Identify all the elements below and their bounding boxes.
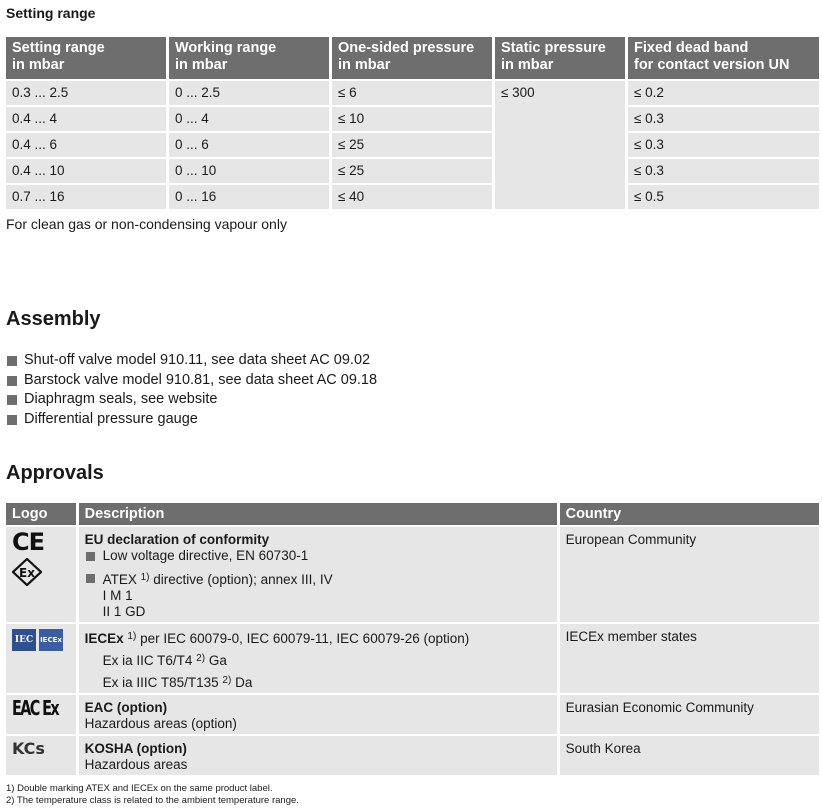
setting-range-table xyxy=(3,35,822,211)
col-header-logo: Logo xyxy=(6,503,76,525)
eac-ex-logo-icon: EAC Ex xyxy=(12,696,59,720)
eu-title: EU declaration of conformity xyxy=(84,532,270,547)
logo-cell xyxy=(6,527,76,622)
table-cell: ≤ 40 xyxy=(332,185,492,209)
table-cell: 0.4 ... 4 xyxy=(6,107,166,131)
table-cell: ≤ 25 xyxy=(332,159,492,183)
country-cell: Eurasian Economic Community xyxy=(560,695,819,734)
description-cell xyxy=(79,695,557,734)
ex-logo-text: Ex xyxy=(19,566,35,580)
setting-range-heading: Setting range xyxy=(6,5,96,21)
ce-logo-icon: CE xyxy=(12,528,45,556)
table-row xyxy=(6,624,819,693)
col-header-dead-band: Fixed dead band for contact version UN xyxy=(628,37,819,79)
table-cell: 0.3 ... 2.5 xyxy=(6,81,166,105)
table-cell: ≤ 10 xyxy=(332,107,492,131)
col-header-country: Country xyxy=(560,503,819,525)
table-cell: ≤ 0.3 xyxy=(628,107,819,131)
list-item: Low voltage directive, EN 60730-1 xyxy=(85,548,551,564)
table-cell: 0 ... 6 xyxy=(169,133,329,157)
list-item: Diaphragm seals, see website xyxy=(7,390,377,410)
table-cell: ≤ 0.3 xyxy=(628,159,819,183)
iec-logo-icon: IEC xyxy=(12,629,36,651)
iecex-marking-2: Ex ia IIIC T85/T135 $^{2)}$ Da xyxy=(102,675,253,690)
kcs-logo-icon: KCs xyxy=(12,739,45,758)
col-header-description: Description xyxy=(79,503,557,525)
footnote-2: 2) The temperature class is related to the ambient temperature range. xyxy=(6,795,299,806)
usage-note: For clean gas or non-condensing vapour only xyxy=(6,216,287,232)
kosha-title: KOSHA (option) xyxy=(84,741,187,756)
eu-bullets xyxy=(85,548,551,588)
eac-title: EAC (option) xyxy=(84,700,168,715)
table-header-row xyxy=(6,503,819,525)
table-cell: 0.7 ... 16 xyxy=(6,185,166,209)
list-item: Barstock valve model 910.81, see data sheet AC 09.18 xyxy=(7,371,377,391)
eac-text: Hazardous areas (option) xyxy=(84,716,237,731)
col-header-one-sided-pressure: One-sided pressure in mbar xyxy=(332,37,492,79)
list-item: Differential pressure gauge xyxy=(7,410,377,430)
description-cell xyxy=(79,736,557,775)
table-cell: ≤ 0.2 xyxy=(628,81,819,105)
table-cell: ≤ 6 xyxy=(332,81,492,105)
table-row xyxy=(6,695,819,734)
description-cell xyxy=(79,527,557,622)
col-header-working-range: Working range in mbar xyxy=(169,37,329,79)
logo-cell xyxy=(6,624,76,693)
table-cell: ≤ 25 xyxy=(332,133,492,157)
assembly-heading: Assembly xyxy=(6,308,101,330)
table-cell: 0 ... 4 xyxy=(169,107,329,131)
kosha-text: Hazardous areas xyxy=(84,757,188,772)
table-cell: ≤ 0.5 xyxy=(628,185,819,209)
atex-category-m1: I M 1 xyxy=(102,588,133,603)
iecex-marking-1: Ex ia IIC T6/T4 $^{2)}$ Ga xyxy=(102,653,227,668)
assembly-list xyxy=(7,351,377,430)
col-header-static-pressure: Static pressure in mbar xyxy=(495,37,625,79)
list-item: ATEX $^{1)}$ directive (option); annex III, IV xyxy=(85,570,551,588)
table-cell: 0.4 ... 6 xyxy=(6,133,166,157)
approvals-heading: Approvals xyxy=(6,462,104,484)
country-cell: European Community xyxy=(560,527,819,622)
iecex-logo-icon: IECEx xyxy=(39,629,63,651)
table-row xyxy=(6,133,819,157)
atex-category-ii: II 1 GD xyxy=(102,604,146,619)
col-header-setting-range: Setting range in mbar xyxy=(6,37,166,79)
logo-cell xyxy=(6,736,76,775)
table-cell: 0 ... 16 xyxy=(169,185,329,209)
table-row xyxy=(6,185,819,209)
table-cell: 0 ... 2.5 xyxy=(169,81,329,105)
table-row xyxy=(6,736,819,775)
table-row xyxy=(6,527,819,622)
footnote-1: 1) Double marking ATEX and IECEx on the same product label. xyxy=(6,783,273,794)
list-item: Shut-off valve model 910.11, see data sheet AC 09.02 xyxy=(7,351,377,371)
table-row xyxy=(6,159,819,183)
table-cell: ≤ 0.3 xyxy=(628,133,819,157)
table-header-row xyxy=(6,37,819,79)
iecex-title: IECEx $^{1)}$ per IEC 60079-0, IEC 60079-11, IEC 60079-26 (option) xyxy=(84,631,470,646)
description-cell xyxy=(79,624,557,693)
approvals-table xyxy=(3,501,822,777)
static-pressure-cell: ≤ 300 xyxy=(495,81,625,209)
table-cell: 0.4 ... 10 xyxy=(6,159,166,183)
country-cell: South Korea xyxy=(560,736,819,775)
ex-logo-icon xyxy=(12,558,42,586)
country-cell: IECEx member states xyxy=(560,624,819,693)
table-cell: 0 ... 10 xyxy=(169,159,329,183)
table-row xyxy=(6,81,819,105)
logo-cell xyxy=(6,695,76,734)
table-row xyxy=(6,107,819,131)
